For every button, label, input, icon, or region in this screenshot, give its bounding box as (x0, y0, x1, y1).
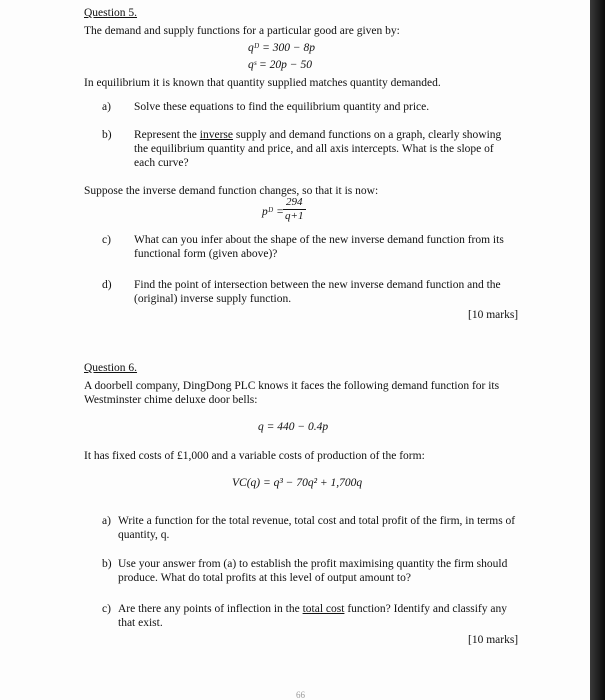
q5-b-label: b) (102, 129, 112, 141)
q6-c-pre: Are there any points of inflection in the (118, 603, 303, 615)
q5-b-line1 (134, 128, 501, 142)
q5-b-pre: Represent the (134, 129, 200, 141)
q5-b-line2: the equilibrium quantity and price, and all axis intercepts. What is the slope of (134, 143, 494, 155)
q6-intro-line1: A doorbell company, DingDong PLC knows it faces the following demand function for its (84, 380, 500, 392)
q5-d-line2: (original) inverse supply function. (134, 293, 292, 305)
q6-costs-text: It has fixed costs of £1,000 and a variable costs of production of the form: (84, 450, 425, 462)
q6-c-line1 (118, 602, 507, 616)
q5-intro: The demand and supply functions for a particular good are given by: (84, 25, 400, 37)
q5-b-line3: each curve? (134, 157, 189, 169)
q5-b-underlined: inverse (199, 129, 234, 141)
q5-demand-equation: qᴰ = 300 − 8p (248, 42, 316, 54)
q6-a-line1: Write a function for the total revenue, total cost and total profit of the firm, in terms of (118, 515, 516, 527)
q5-a-text: Solve these equations to find the equilibrium quantity and price. (134, 101, 430, 113)
q6-a-label: a) (102, 515, 111, 527)
q6-heading: Question 6. (84, 362, 138, 374)
q6-b-line1: Use your answer from (a) to establish the profit maximising quantity the firm should (118, 558, 508, 570)
q6-demand-equation: q = 440 − 0.4p (258, 421, 329, 433)
q6-vc-equation: VC(q) = q³ − 70q² + 1,700q (232, 477, 363, 489)
q5-new-demand-fraction (283, 196, 306, 223)
q5-fraction-numerator: 294 (283, 196, 306, 210)
q5-d-label: d) (102, 279, 112, 291)
q5-a-label: a) (102, 101, 111, 113)
q6-c-line2: that exist. (118, 617, 163, 629)
q5-heading: Question 5. (84, 7, 138, 19)
q5-c-line1: What can you infer about the shape of the new inverse demand function from its (134, 234, 504, 246)
q5-c-label: c) (102, 234, 111, 246)
q5-equilibrium-text: In equilibrium it is known that quantity supplied matches quantity demanded. (84, 77, 441, 89)
q5-marks: [10 marks] (468, 309, 519, 321)
q6-c-underlined: total cost (302, 603, 345, 615)
q6-marks: [10 marks] (468, 634, 519, 646)
q5-new-demand-lhs: pᴰ = (262, 206, 284, 218)
q5-supply-equation: qˢ = 20p − 50 (248, 59, 312, 71)
q5-d-line1: Find the point of intersection between the new inverse demand function and the (134, 279, 501, 291)
q6-c-label: c) (102, 603, 111, 615)
q6-c-post: function? Identify and classify any (344, 603, 507, 615)
q6-a-line2: quantity, q. (118, 529, 170, 541)
q5-fraction-denominator: q+1 (285, 210, 304, 222)
q6-intro-line2: Westminster chime deluxe door bells: (84, 394, 258, 406)
page-number: 66 (296, 690, 305, 700)
q6-b-label: b) (102, 558, 112, 570)
q5-inverse-intro: Suppose the inverse demand function changes, so that it is now: (84, 185, 379, 197)
q5-c-line2: functional form (given above)? (134, 248, 278, 260)
q6-b-line2: produce. What do total profits at this level of output amount to? (118, 572, 411, 584)
viewer-edge (590, 0, 605, 700)
q5-b-post: supply and demand functions on a graph, clearly showing (233, 129, 502, 141)
